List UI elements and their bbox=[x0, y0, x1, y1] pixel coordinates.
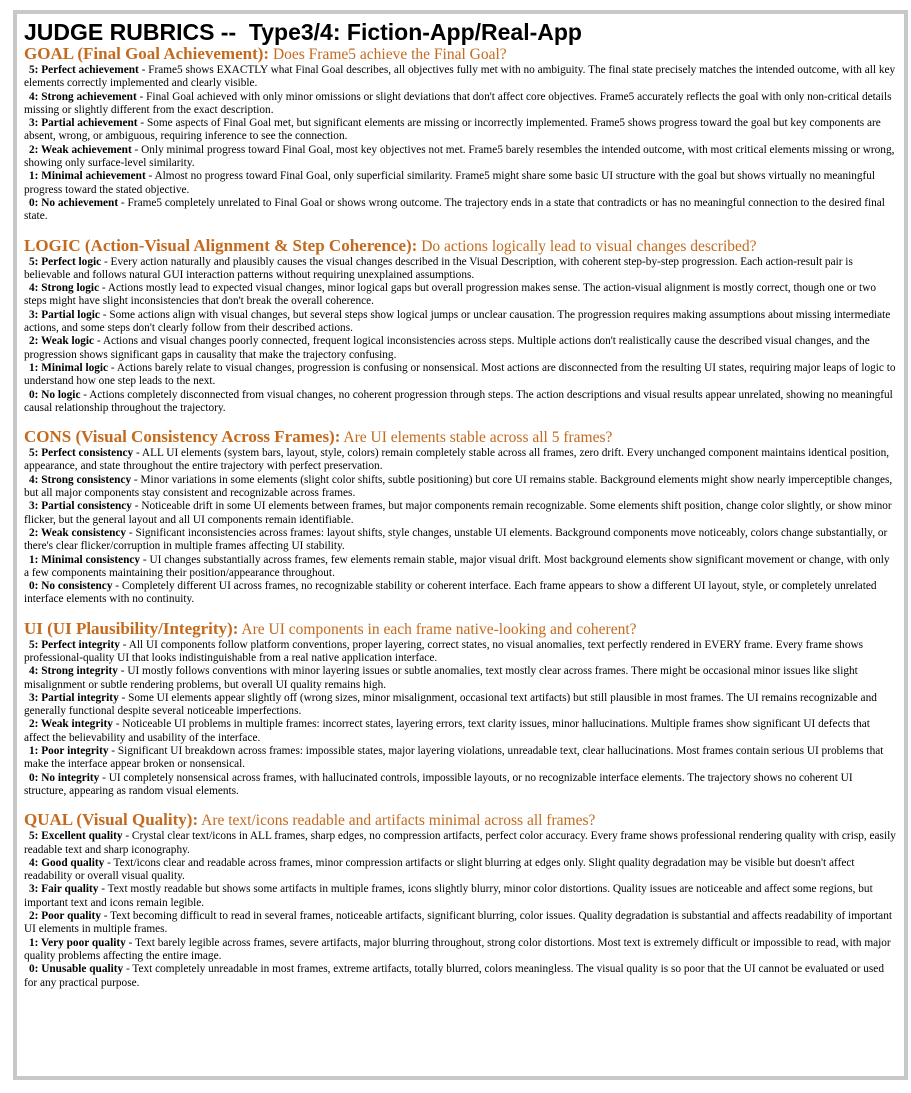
section-goal bbox=[24, 45, 897, 224]
section-question: Are UI elements stable across all 5 frames? bbox=[343, 429, 613, 447]
rubric-item bbox=[24, 963, 897, 990]
page-title: JUDGE RUBRICS -- Type3/4: Fiction-App/Real-App bbox=[24, 19, 582, 45]
section-question: Do actions logically lead to visual changes described? bbox=[421, 237, 757, 255]
level-description: - Noticeable drift in some UI elements between frames, but major components remain recognizable. Some elements shift position, change color slightly, or show minor flicker, but the general layout and all UI components remain identifiable. bbox=[24, 500, 892, 526]
level-label: 1: Poor integrity bbox=[29, 745, 109, 758]
section-name: QUAL (Visual Quality): bbox=[24, 810, 199, 830]
level-description: - Actions and visual changes poorly connected, frequent logical inconsistencies across steps. Multiple actions don't realistically cause the described visual changes, and the progression shows significant gaps in causality that make the trajectory confusing. bbox=[24, 335, 870, 361]
level-description: - Frame5 shows EXACTLY what Final Goal describes, all objectives fully met with no ambiguity. The final state precisely matches the intended outcome, with all key elements correctly implemented and clearly visible. bbox=[24, 64, 896, 90]
rubric-item bbox=[24, 64, 897, 91]
level-label: 0: No integrity bbox=[29, 771, 100, 784]
rubric-item bbox=[24, 91, 897, 118]
level-label: 2: Weak logic bbox=[29, 335, 95, 348]
level-label: 5: Perfect logic bbox=[29, 255, 102, 268]
level-description: - Some actions align with visual changes, but several steps show logical jumps or unclear causation. The progression requires making assumptions about missing intermediate actions, and some steps don't clearly follow from their described actions. bbox=[24, 308, 891, 335]
section-heading bbox=[24, 45, 897, 64]
rubric-item bbox=[24, 309, 897, 336]
section-cons bbox=[24, 428, 897, 607]
rubric-item bbox=[24, 389, 897, 416]
level-label: 3: Fair quality bbox=[29, 883, 99, 896]
level-label: 5: Excellent quality bbox=[29, 830, 123, 843]
rubric-item bbox=[24, 639, 897, 666]
rubric-item bbox=[24, 718, 897, 745]
rubric-item bbox=[24, 883, 897, 910]
level-description: - Final Goal achieved with only minor omissions or slight deviations that don't affect core objectives. Frame5 accurately reflects the goal with only non-critical details missing or slightly different from the exact description. bbox=[24, 90, 892, 116]
level-description: - All UI components follow platform conventions, proper layering, correct states, no visual anomalies, text perfectly rendered in EVERY frame. Every frame shows professional-quality UI that looks indistinguishable from a real native application interface. bbox=[24, 638, 864, 664]
level-description: - Actions mostly lead to expected visual changes, minor logical gaps but overall progression makes sense. The action-visual alignment is mostly correct, though one or two steps might have slight inconsistencies that don't break the overall coherence. bbox=[24, 282, 876, 308]
level-description: - Text barely legible across frames, severe artifacts, major blurring throughout, strong color distortions. Most text is extremely difficult or impossible to read, with major quality problems affecting the entire image. bbox=[24, 936, 891, 962]
section-ui bbox=[24, 620, 897, 799]
level-description: - Completely different UI across frames, no recognizable stability or coherent interface. Each frame appears to show a different UI layout, style, or completely unrelated interface elements with no continuity. bbox=[24, 580, 877, 606]
rubric-item bbox=[24, 117, 897, 144]
rubric-item bbox=[24, 772, 897, 799]
section-question: Are text/icons readable and artifacts minimal across all frames? bbox=[201, 812, 596, 830]
section-heading bbox=[24, 237, 897, 256]
section-question: Does Frame5 achieve the Final Goal? bbox=[272, 46, 507, 63]
level-label: 2: Weak consistency bbox=[29, 526, 127, 539]
level-description: - Noticeable UI problems in multiple frames: incorrect states, layering errors, text clarity issues, minor hallucinations. Multiple frames show significant UI defects that affect the believability and usability of the interface. bbox=[24, 718, 870, 744]
level-label: 1: Minimal achievement bbox=[29, 170, 146, 183]
level-description: - ALL UI elements (system bars, layout, style, colors) remain completely stable across all frames, zero drift. Every unchanged component maintains identical position, appearance, and state throughout the entire trajectory with perfect preservation. bbox=[24, 447, 890, 473]
level-label: 4: Good quality bbox=[29, 856, 105, 869]
rubric-document bbox=[13, 10, 908, 1080]
rubric-item bbox=[24, 692, 897, 719]
rubric-item bbox=[24, 256, 897, 283]
section-name: LOGIC (Action-Visual Alignment & Step Coherence): bbox=[24, 235, 418, 255]
level-description: - Minor variations in some elements (slight color shifts, subtle positioning) but core UI remains stable. Background elements might show nearly imperceptible changes, but all major components stay consistent and recognizable across frames. bbox=[24, 473, 893, 500]
level-description: - Every action naturally and plausibly causes the visual changes described in the Visual Description, with coherent step-by-step progression. Each action-result pair is believable and follows natural GUI interaction patterns without requiring unexplained assumptions. bbox=[24, 255, 853, 281]
level-label: 4: Strong consistency bbox=[29, 473, 132, 486]
rubric-item bbox=[24, 197, 897, 224]
level-label: 3: Partial logic bbox=[29, 308, 100, 321]
level-label: 5: Perfect consistency bbox=[29, 447, 134, 460]
level-description: - Significant inconsistencies across frames: layout shifts, style changes, unstable UI elements. Background components move noticeably, colors change substantially, or there's clear flicker/corruption in multiple frames affecting UI stability. bbox=[24, 526, 888, 553]
level-description: - Only minimal progress toward Final Goal, most key objectives not met. Frame5 barely resembles the intended outcome, with most critical elements missing or wrong, showing only surface-level similarity. bbox=[24, 143, 895, 170]
section-name: CONS (Visual Consistency Across Frames): bbox=[24, 427, 341, 447]
section-qual bbox=[24, 811, 897, 990]
section-name: GOAL (Final Goal Achievement): bbox=[24, 44, 270, 63]
level-label: 3: Partial integrity bbox=[29, 691, 119, 704]
section-name: UI (UI Plausibility/Integrity): bbox=[24, 618, 239, 638]
rubric-item bbox=[24, 170, 897, 197]
level-description: - Crystal clear text/icons in ALL frames, sharp edges, no compression artifacts, perfect color accuracy. Every frame shows professional rendering quality with crisp, easily readable text and sharp iconography. bbox=[24, 830, 896, 856]
level-description: - Text completely unreadable in most frames, extreme artifacts, totally blurred, colors meaningless. The visual quality is so poor that the UI cannot be evaluated or used for any practical purpose. bbox=[24, 963, 884, 989]
level-label: 0: No achievement bbox=[29, 196, 119, 209]
level-label: 2: Weak achievement bbox=[29, 143, 132, 156]
level-description: - Text mostly readable but shows some artifacts in multiple frames, icons slightly blurry, minor color distortions. Quality issues are noticeable and affect some regions, but important text and icons remain legible. bbox=[24, 883, 873, 909]
level-label: 4: Strong integrity bbox=[29, 665, 118, 678]
level-description: - UI changes substantially across frames, few elements remain stable, major visual drift. Most background elements show significant movement or change, with only a few components maintaining their position/appearance throughout. bbox=[24, 553, 890, 579]
level-label: 1: Minimal logic bbox=[29, 361, 109, 374]
section-logic bbox=[24, 237, 897, 416]
level-description: - Frame5 completely unrelated to Final Goal or shows wrong outcome. The trajectory ends in a state that contradicts or has no meaningful connection to the desired final state. bbox=[24, 196, 885, 223]
level-label: 4: Strong logic bbox=[29, 282, 100, 295]
rubric-item bbox=[24, 554, 897, 581]
rubric-item bbox=[24, 857, 897, 884]
level-description: - Actions barely relate to visual changes, progression is confusing or nonsensical. Most actions are disconnected from the resulting UI states, requiring major leaps of logic to understand how one step leads to the next. bbox=[24, 361, 896, 388]
level-description: - Almost no progress toward Final Goal, only superficial similarity. Frame5 might share some basic UI structure with the goal but shows virtually no meaningful progress toward the stated objective. bbox=[24, 170, 876, 196]
level-label: 0: No consistency bbox=[29, 580, 113, 593]
level-label: 1: Minimal consistency bbox=[29, 553, 141, 566]
section-heading bbox=[24, 620, 897, 639]
rubric-item bbox=[24, 910, 897, 937]
level-description: - UI mostly follows conventions with minor layering issues or subtle anomalies, text mostly clear across frames. There might be occasional minor issues like slight misalignment or subtle rendering problems, but overall UI quality remains high. bbox=[24, 665, 858, 691]
level-description: - Text/icons clear and readable across frames, minor compression artifacts or slight blurring at edges only. Slight quality degradation may be visible but doesn't affect readability or overall visual quality. bbox=[24, 856, 855, 883]
level-label: 2: Weak integrity bbox=[29, 718, 113, 731]
rubric-item bbox=[24, 500, 897, 527]
section-question: Are UI components in each frame native-looking and coherent? bbox=[241, 620, 637, 638]
rubric-item bbox=[24, 144, 897, 171]
rubric-item bbox=[24, 665, 897, 692]
rubric-item bbox=[24, 580, 897, 607]
level-description: - Actions completely disconnected from visual changes, no coherent progression through steps. The action descriptions and visual results appear unrelated, showing no meaningful causal relationship throughout the trajectory. bbox=[24, 388, 893, 414]
section-heading bbox=[24, 811, 897, 830]
section-heading bbox=[24, 428, 897, 447]
rubric-item bbox=[24, 447, 897, 474]
level-label: 0: Unusable quality bbox=[29, 963, 124, 976]
level-label: 5: Perfect achievement bbox=[29, 64, 139, 76]
level-description: - Significant UI breakdown across frames: impossible states, major layering violations, unreadable text, clear hallucinations. Most frames contain serious UI problems that make the interface appear broken or nonsensical. bbox=[24, 745, 884, 771]
level-label: 5: Perfect integrity bbox=[29, 638, 120, 651]
rubric-item bbox=[24, 830, 897, 857]
level-label: 3: Partial achievement bbox=[29, 117, 138, 130]
level-description: - Some aspects of Final Goal met, but significant elements are missing or incorrectly implemented. Frame5 shows progress toward the goal but key components are absent, wrong, or ambiguous, requiring inference to see the connection. bbox=[24, 117, 881, 143]
level-label: 0: No logic bbox=[29, 388, 81, 401]
rubric-item bbox=[24, 335, 897, 362]
rubric-item bbox=[24, 527, 897, 554]
rubric-item bbox=[24, 937, 897, 964]
level-description: - UI completely nonsensical across frames, with hallucinated controls, impossible layouts, or no recognizable interface elements. The trajectory shows no coherent UI structure, appearing as random visual elements. bbox=[24, 771, 853, 797]
level-label: 3: Partial consistency bbox=[29, 500, 132, 513]
level-description: - Text becoming difficult to read in several frames, noticeable artifacts, significant blurring, color issues. Quality degradation is substantial and affects readability of important UI elements in multiple frames. bbox=[24, 910, 892, 936]
level-description: - Some UI elements appear slightly off (wrong sizes, minor misalignment, occasional text artifacts) but still plausible in most frames. The UI remains recognizable and generally functional despite several noticeable imperfections. bbox=[24, 691, 877, 718]
rubric-item bbox=[24, 282, 897, 309]
rubric-item bbox=[24, 474, 897, 501]
rubric-item bbox=[24, 362, 897, 389]
level-label: 1: Very poor quality bbox=[29, 936, 126, 949]
level-label: 4: Strong achievement bbox=[29, 90, 137, 103]
rubric-item bbox=[24, 745, 897, 772]
level-label: 2: Poor quality bbox=[29, 910, 101, 923]
